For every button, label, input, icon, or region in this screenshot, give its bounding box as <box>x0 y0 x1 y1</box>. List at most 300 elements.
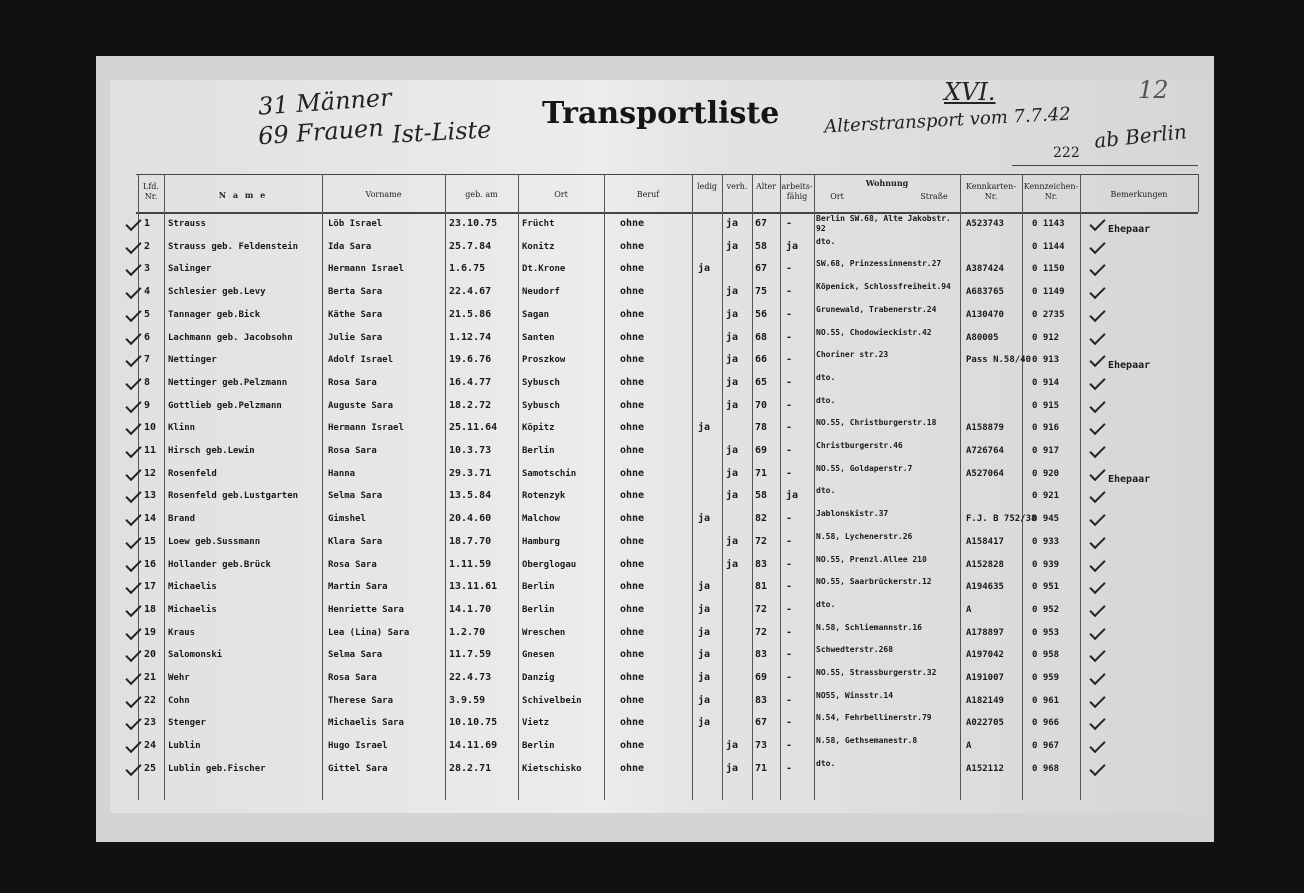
row-number: 16 <box>144 558 157 570</box>
row-residence: Choriner str.23 <box>816 350 889 360</box>
header-alter: Alter <box>755 182 777 191</box>
row-married: ja <box>726 240 739 252</box>
page-title: Transportliste <box>542 96 780 131</box>
column-divider <box>322 174 323 800</box>
row-name: Lublin <box>168 741 201 752</box>
row-name: Strauss <box>168 219 206 229</box>
row-number: 7 <box>144 354 151 366</box>
row-id-card-number: A683765 <box>966 287 1004 298</box>
row-birthplace: Proszkow <box>522 355 566 366</box>
row-married: ja <box>726 331 739 343</box>
row-age: 73 <box>755 740 768 752</box>
row-vorname: Auguste Sara <box>328 400 394 411</box>
row-vorname: Hanna <box>328 468 356 479</box>
row-birthdate: 1.6.75 <box>449 263 486 275</box>
header-wohnung-ort: Ort <box>830 192 844 201</box>
row-name: Schlesier geb.Levy <box>168 287 266 298</box>
row-profession: ohne <box>620 603 645 615</box>
row-identifier-number: 0 945 <box>1032 514 1060 525</box>
row-number: 25 <box>144 762 157 774</box>
row-birthplace: Samotschin <box>522 468 577 479</box>
row-name: Rosenfeld <box>168 468 217 479</box>
row-name: Strauss geb. Feldenstein <box>168 241 299 252</box>
row-profession: ohne <box>620 263 645 275</box>
row-married: ja <box>726 445 739 456</box>
row-able-to-work: - <box>786 581 793 593</box>
row-identifier-number: 0 1143 <box>1032 219 1065 229</box>
row-identifier-number: 0 952 <box>1032 604 1060 615</box>
row-profession: ohne <box>620 490 645 502</box>
row-name: Nettinger <box>168 355 217 366</box>
row-birthplace: Vietz <box>522 718 550 729</box>
row-vorname: Ida Sara <box>328 241 372 252</box>
row-vorname: Berta Sara <box>328 287 383 298</box>
row-age: 83 <box>755 558 768 570</box>
row-number: 2 <box>144 240 151 252</box>
row-single: ja <box>698 422 711 434</box>
row-birthdate: 14.11.69 <box>449 740 498 752</box>
row-birthplace: Wreschen <box>522 627 566 638</box>
row-name: Hirsch geb.Lewin <box>168 446 255 456</box>
row-age: 69 <box>755 445 768 456</box>
row-birthplace: Berlin <box>522 741 555 752</box>
row-age: 67 <box>755 218 768 229</box>
row-identifier-number: 0 961 <box>1032 695 1060 706</box>
table-header-rule <box>136 212 1198 214</box>
row-able-to-work: - <box>786 376 793 388</box>
row-birthplace: Sybusch <box>522 400 560 411</box>
row-number: 4 <box>144 286 151 298</box>
row-number: 6 <box>144 331 151 343</box>
row-profession: ohne <box>620 762 645 774</box>
row-residence: Berlin SW.68, Alte Jakobstr. 92 <box>816 214 951 233</box>
row-name: Salomonski <box>168 650 223 661</box>
header-name: N a m e <box>218 190 268 200</box>
row-number: 8 <box>144 376 151 388</box>
row-identifier-number: 0 915 <box>1032 400 1060 411</box>
row-birthdate: 28.2.71 <box>449 762 492 774</box>
row-age: 82 <box>755 513 768 525</box>
row-identifier-number: 0 953 <box>1032 627 1060 638</box>
row-number: 12 <box>144 467 157 479</box>
column-divider <box>1198 174 1199 212</box>
row-profession: ohne <box>620 672 645 683</box>
row-birthplace: Malchow <box>522 514 560 525</box>
row-age: 72 <box>755 626 768 638</box>
row-profession: ohne <box>620 717 645 729</box>
row-id-card-number: A194635 <box>966 582 1004 593</box>
row-vorname: Selma Sara <box>328 491 383 502</box>
row-vorname: Hermann Israel <box>328 423 404 434</box>
row-id-card-number: F.J. B 752/38 <box>966 514 1037 525</box>
row-birthplace: Frücht <box>522 219 555 229</box>
header-verh: verh. <box>726 182 748 191</box>
row-able-to-work: ja <box>786 240 799 252</box>
row-vorname: Rosa Sara <box>328 559 377 570</box>
row-married: ja <box>726 286 739 298</box>
row-age: 58 <box>755 240 768 252</box>
column-divider <box>752 174 753 800</box>
row-id-card-number: A158879 <box>966 423 1004 434</box>
row-identifier-number: 0 1144 <box>1032 241 1065 252</box>
row-residence: Jablonskistr.37 <box>816 509 889 519</box>
row-identifier-number: 0 917 <box>1032 446 1060 456</box>
row-profession: ohne <box>620 535 645 547</box>
row-vorname: Gittel Sara <box>328 763 388 774</box>
row-residence: dto. <box>816 372 836 382</box>
header-geb: geb. am <box>465 190 498 199</box>
row-able-to-work: - <box>786 445 793 456</box>
row-residence: NO.55, Goldaperstr.7 <box>816 463 913 473</box>
row-number: 23 <box>144 717 157 729</box>
row-able-to-work: - <box>786 558 793 570</box>
row-remark: Ehepaar <box>1108 360 1151 372</box>
row-single: ja <box>698 603 711 615</box>
row-residence: NO.55, Saarbrückerstr.12 <box>816 577 932 587</box>
row-age: 75 <box>755 286 768 298</box>
row-birthdate: 11.7.59 <box>449 649 492 661</box>
row-name: Loew geb.Sussmann <box>168 536 261 547</box>
row-name: Lachmann geb. Jacobsohn <box>168 332 293 343</box>
row-profession: ohne <box>620 331 645 343</box>
row-profession: ohne <box>620 308 645 320</box>
row-profession: ohne <box>620 694 645 706</box>
row-able-to-work: - <box>786 694 793 706</box>
row-residence: N.58, Lychenerstr.26 <box>816 531 913 541</box>
row-profession: ohne <box>620 740 645 752</box>
row-id-card-number: A182149 <box>966 695 1004 706</box>
row-birthplace: Hamburg <box>522 536 560 547</box>
row-number: 18 <box>144 603 157 615</box>
row-vorname: Gimshel <box>328 514 366 525</box>
row-birthdate: 16.4.77 <box>449 376 492 388</box>
row-identifier-number: 0 967 <box>1032 741 1060 752</box>
row-birthplace: Köpitz <box>522 423 555 434</box>
row-birthplace: Kietschisko <box>522 763 582 774</box>
row-age: 72 <box>755 535 768 547</box>
row-birthdate: 13.5.84 <box>449 490 492 502</box>
row-birthdate: 1.2.70 <box>449 626 486 638</box>
header-kennzeichen: Kennzeichen-Nr. <box>1023 182 1079 201</box>
row-residence: dto. <box>816 395 836 405</box>
row-able-to-work: - <box>786 740 793 752</box>
row-residence: Grunewald, Trabenerstr.24 <box>816 304 937 314</box>
row-able-to-work: - <box>786 467 793 479</box>
row-birthplace: Sagan <box>522 309 550 320</box>
row-birthdate: 10.10.75 <box>449 717 498 729</box>
row-birthplace: Gnesen <box>522 650 555 661</box>
header-vorname: Vorname <box>365 190 402 199</box>
row-identifier-number: 0 920 <box>1032 468 1060 479</box>
row-number: 15 <box>144 535 157 547</box>
row-age: 56 <box>755 308 768 320</box>
row-age: 65 <box>755 376 768 388</box>
row-birthdate: 19.6.76 <box>449 354 492 366</box>
row-name: Salinger <box>168 264 212 275</box>
row-birthdate: 25.7.84 <box>449 240 492 252</box>
row-name: Gottlieb geb.Pelzmann <box>168 400 282 411</box>
row-vorname: Käthe Sara <box>328 309 383 320</box>
row-married: ja <box>726 558 739 570</box>
row-single: ja <box>698 581 711 593</box>
row-vorname: Klara Sara <box>328 536 383 547</box>
row-single: ja <box>698 263 711 275</box>
row-residence: N.58, Schliemannstr.16 <box>816 622 922 632</box>
row-age: 78 <box>755 422 768 434</box>
row-birthplace: Berlin <box>522 446 555 456</box>
row-birthplace: Santen <box>522 332 555 343</box>
row-number: 3 <box>144 263 151 275</box>
row-birthdate: 29.3.71 <box>449 467 492 479</box>
table-top-rule <box>136 174 1198 175</box>
row-married: ja <box>726 490 739 502</box>
row-identifier-number: 0 958 <box>1032 650 1060 661</box>
row-vorname: Selma Sara <box>328 650 383 661</box>
row-birthdate: 1.11.59 <box>449 558 492 570</box>
row-able-to-work: - <box>786 535 793 547</box>
row-identifier-number: 0 914 <box>1032 377 1060 388</box>
row-identifier-number: 0 2735 <box>1032 309 1065 320</box>
row-name: Cohn <box>168 695 190 706</box>
row-residence: Köpenick, Schlossfreiheit.94 <box>816 282 951 292</box>
column-divider <box>722 174 723 800</box>
row-number: 9 <box>144 399 151 411</box>
row-vorname: Rosa Sara <box>328 673 377 683</box>
handwritten-count-men: 31 Männer <box>257 83 393 121</box>
row-able-to-work: - <box>786 672 793 683</box>
row-birthplace: Neudorf <box>522 287 560 298</box>
row-married: ja <box>726 218 739 229</box>
row-residence: dto. <box>816 236 836 246</box>
row-birthplace: Dt.Krone <box>522 264 566 275</box>
row-profession: ohne <box>620 445 645 456</box>
row-id-card-number: A726764 <box>966 446 1004 456</box>
row-name: Michaelis <box>168 604 217 615</box>
header-ledig: ledig <box>696 182 718 191</box>
row-identifier-number: 0 939 <box>1032 559 1060 570</box>
row-name: Hollander geb.Brück <box>168 559 271 570</box>
row-vorname: Therese Sara <box>328 695 394 706</box>
row-number: 1 <box>144 218 151 229</box>
row-age: 58 <box>755 490 768 502</box>
row-residence: Schwedterstr.268 <box>816 645 894 655</box>
row-profession: ohne <box>620 513 645 525</box>
row-identifier-number: 0 913 <box>1032 355 1060 366</box>
column-divider <box>164 174 165 800</box>
handwritten-transport-note: Alterstransport vom 7.7.42 <box>823 103 1072 138</box>
row-birthdate: 13.11.61 <box>449 581 498 593</box>
column-divider <box>814 174 815 800</box>
row-name: Wehr <box>168 673 190 683</box>
row-number: 14 <box>144 513 157 525</box>
row-vorname: Henriette Sara <box>328 604 404 615</box>
row-identifier-number: 0 966 <box>1032 718 1060 729</box>
row-identifier-number: 0 1149 <box>1032 287 1065 298</box>
row-able-to-work: - <box>786 218 793 229</box>
row-birthdate: 20.4.60 <box>449 513 492 525</box>
row-identifier-number: 0 921 <box>1032 491 1060 502</box>
row-number: 5 <box>144 308 151 320</box>
row-id-card-number: A178897 <box>966 627 1004 638</box>
row-residence: NO55, Winsstr.14 <box>816 690 894 700</box>
column-divider <box>604 174 605 800</box>
row-able-to-work: ja <box>786 490 799 502</box>
row-residence: dto. <box>816 599 836 609</box>
row-number: 19 <box>144 626 157 638</box>
row-profession: ohne <box>620 649 645 661</box>
row-profession: ohne <box>620 399 645 411</box>
row-able-to-work: - <box>786 331 793 343</box>
handwritten-count-women: 69 Frauen <box>257 113 385 151</box>
handwritten-from-city: ab Berlin <box>1093 119 1188 153</box>
row-vorname: Löb Israel <box>328 219 383 229</box>
row-birthdate: 25.11.64 <box>449 422 498 434</box>
row-number: 20 <box>144 649 157 661</box>
row-birthdate: 23.10.75 <box>449 218 498 229</box>
row-birthdate: 10.3.73 <box>449 445 492 456</box>
row-profession: ohne <box>620 218 645 229</box>
row-name: Brand <box>168 514 196 525</box>
row-id-card-number: A152828 <box>966 559 1004 570</box>
row-age: 67 <box>755 263 768 275</box>
column-divider <box>1080 174 1081 800</box>
row-residence: NO.55, Christburgerstr.18 <box>816 418 937 428</box>
row-able-to-work: - <box>786 354 793 366</box>
handwritten-sheet-number: 12 <box>1138 76 1169 104</box>
header-nr: Lfd. Nr. <box>143 182 159 201</box>
row-residence: dto. <box>816 486 836 496</box>
row-able-to-work: - <box>786 626 793 638</box>
row-able-to-work: - <box>786 308 793 320</box>
row-id-card-number: A197042 <box>966 650 1004 661</box>
row-name: Rosenfeld geb.Lustgarten <box>168 491 299 502</box>
row-birthplace: Danzig <box>522 673 555 683</box>
row-single: ja <box>698 649 711 661</box>
row-birthplace: Berlin <box>522 582 555 593</box>
row-name: Tannager geb.Bick <box>168 309 261 320</box>
row-vorname: Julie Sara <box>328 332 383 343</box>
row-name: Nettinger geb.Pelzmann <box>168 377 288 388</box>
title-rule <box>1012 165 1198 166</box>
row-identifier-number: 0 912 <box>1032 332 1060 343</box>
row-id-card-number: A191007 <box>966 673 1004 683</box>
row-single: ja <box>698 672 711 683</box>
row-residence: Christburgerstr.46 <box>816 441 903 450</box>
row-number: 22 <box>144 694 157 706</box>
row-age: 70 <box>755 399 768 411</box>
row-name: Michaelis <box>168 582 217 593</box>
page-number: 222 <box>1053 145 1080 161</box>
row-id-card-number: A130470 <box>966 309 1004 320</box>
row-residence: NO.55, Prenzl.Allee 210 <box>816 554 927 564</box>
column-divider <box>780 174 781 800</box>
column-divider <box>1022 174 1023 800</box>
row-married: ja <box>726 762 739 774</box>
row-married: ja <box>726 308 739 320</box>
row-name: Klinn <box>168 423 196 434</box>
row-able-to-work: - <box>786 263 793 275</box>
row-birthplace: Oberglogau <box>522 559 577 570</box>
row-birthdate: 18.7.70 <box>449 535 492 547</box>
row-age: 81 <box>755 581 768 593</box>
row-profession: ohne <box>620 467 645 479</box>
row-number: 13 <box>144 490 157 502</box>
header-wohnung-strasse: Straße <box>920 192 948 201</box>
row-age: 67 <box>755 717 768 729</box>
handwritten-list-label: Ist-Liste <box>391 115 492 149</box>
row-id-card-number: A80005 <box>966 332 999 343</box>
row-name: Lublin geb.Fischer <box>168 763 266 774</box>
row-birthdate: 22.4.73 <box>449 672 492 683</box>
row-age: 71 <box>755 762 768 774</box>
row-profession: ohne <box>620 240 645 252</box>
row-birthplace: Sybusch <box>522 377 560 388</box>
row-name: Stenger <box>168 718 206 729</box>
row-name: Kraus <box>168 627 196 638</box>
row-residence: N.58, Gethsemanestr.8 <box>816 736 918 746</box>
row-birthplace: Konitz <box>522 241 555 252</box>
row-residence: N.54, Fehrbellinerstr.79 <box>816 713 932 723</box>
row-remark: Ehepaar <box>1108 473 1151 485</box>
row-birthdate: 1.12.74 <box>449 331 492 343</box>
header-beruf: Beruf <box>636 190 660 199</box>
row-married: ja <box>726 376 739 388</box>
row-vorname: Rosa Sara <box>328 377 377 388</box>
row-birthplace: Rotenzyk <box>522 491 566 502</box>
row-id-card-number: Pass N.58/40 <box>966 355 1032 366</box>
row-vorname: Adolf Israel <box>328 355 394 366</box>
row-id-card-number: A <box>966 741 972 752</box>
row-id-card-number: A523743 <box>966 219 1004 229</box>
row-identifier-number: 0 1150 <box>1032 264 1065 275</box>
row-able-to-work: - <box>786 422 793 434</box>
header-ort: Ort <box>554 190 568 199</box>
row-single: ja <box>698 694 711 706</box>
row-id-card-number: A158417 <box>966 536 1004 547</box>
header-kennkarte: Kennkarten-Nr. <box>965 182 1017 201</box>
row-profession: ohne <box>620 354 645 366</box>
row-age: 68 <box>755 331 768 343</box>
row-id-card-number: A152112 <box>966 763 1004 774</box>
row-profession: ohne <box>620 558 645 570</box>
row-remark: Ehepaar <box>1108 224 1151 235</box>
row-vorname: Hermann Israel <box>328 264 404 275</box>
row-identifier-number: 0 959 <box>1032 673 1060 683</box>
row-age: 66 <box>755 354 768 366</box>
column-divider <box>445 174 446 800</box>
row-birthplace: Berlin <box>522 604 555 615</box>
row-single: ja <box>698 717 711 729</box>
row-birthdate: 14.1.70 <box>449 603 492 615</box>
row-id-card-number: A022705 <box>966 718 1004 729</box>
row-id-card-number: A527064 <box>966 468 1004 479</box>
row-vorname: Michaelis Sara <box>328 718 404 729</box>
row-number: 24 <box>144 740 157 752</box>
row-married: ja <box>726 354 739 366</box>
row-able-to-work: - <box>786 513 793 525</box>
row-residence: SW.68, Prinzessinnenstr.27 <box>816 259 942 269</box>
row-age: 72 <box>755 603 768 615</box>
row-profession: ohne <box>620 286 645 298</box>
row-identifier-number: 0 933 <box>1032 536 1060 547</box>
row-profession: ohne <box>620 581 645 593</box>
row-id-card-number: A387424 <box>966 264 1004 275</box>
header-arbeit: arbeits-fähig <box>781 182 813 201</box>
row-birthplace: Schivelbein <box>522 695 582 706</box>
row-able-to-work: - <box>786 603 793 615</box>
row-identifier-number: 0 968 <box>1032 763 1060 774</box>
row-birthdate: 3.9.59 <box>449 694 486 706</box>
